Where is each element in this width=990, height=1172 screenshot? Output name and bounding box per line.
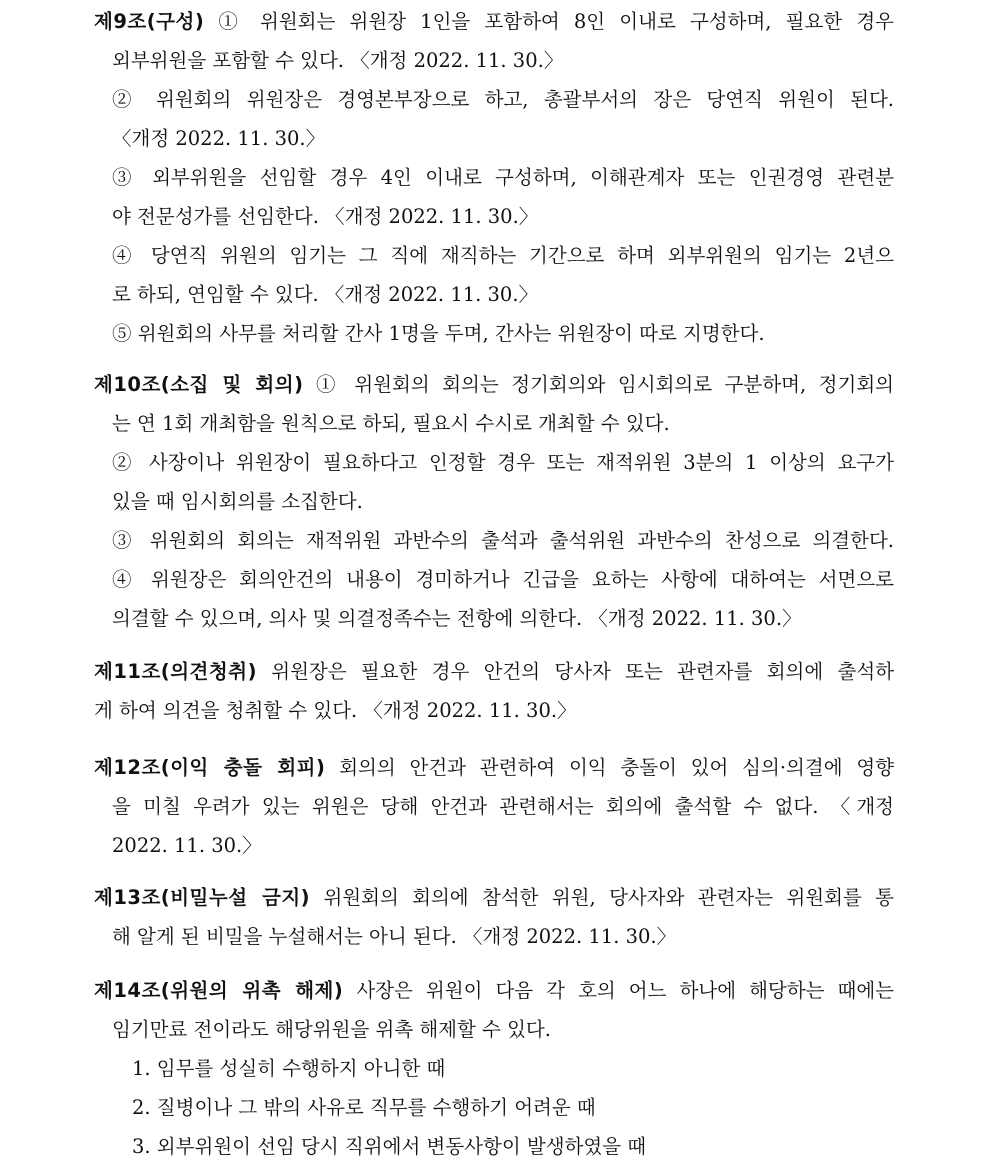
article-line: 는 연 1회 개최함을 원칙으로 하되, 필요시 수시로 개최할 수 있다.: [112, 412, 670, 435]
article-9: [94, 2, 894, 353]
article-text: 사장은 위원이 다음 각 호의 어느 하나에 해당하는 때에는: [343, 979, 894, 1002]
article-line: ② 사장이나 위원장이 필요하다고 인정할 경우 또는 재적위원 3분의 1 이상의 요구가: [112, 451, 894, 474]
article-line: ② 위원회의 위원장은 경영본부장으로 하고, 총괄부서의 장은 당연직 위원이 된다.: [112, 88, 894, 111]
article-line: 해 알게 된 비밀을 누설해서는 아니 된다. 〈개정 2022. 11. 30.〉: [112, 925, 677, 948]
article-line: 외부위원을 포함할 수 있다. 〈개정 2022. 11. 30.〉: [112, 49, 564, 72]
article-heading: 제12조(이익 충돌 회피): [94, 756, 326, 779]
article-line: [94, 365, 894, 404]
article-line: ⑤ 위원회의 사무를 처리할 간사 1명을 두며, 간사는 위원장이 따로 지명한다.: [112, 322, 765, 345]
article-line: [94, 878, 894, 917]
article-text: 위원회의 회의에 참석한 위원, 당사자와 관련자는 위원회를 통: [310, 886, 894, 909]
article-text: ① 위원회는 위원장 1인을 포함하여 8인 이내로 구성하며, 필요한 경우: [204, 10, 894, 33]
article-line: ③ 위원회의 회의는 재적위원 과반수의 출석과 출석위원 과반수의 찬성으로 의결한다.: [112, 529, 894, 552]
article-line: ④ 당연직 위원의 임기는 그 직에 재직하는 기간으로 하며 외부위원의 임기는 2년으: [112, 244, 894, 267]
article-text: 회의의 안건과 관련하여 이익 충돌이 있어 심의·의결에 영향: [325, 756, 894, 779]
article-line: 야 전문성가를 선임한다. 〈개정 2022. 11. 30.〉: [112, 205, 539, 228]
article-line: 게 하여 의견을 청취할 수 있다. 〈개정 2022. 11. 30.〉: [94, 699, 577, 722]
article-10: [94, 365, 894, 638]
article-line: 〈개정 2022. 11. 30.〉: [112, 127, 326, 150]
article-13: [94, 878, 894, 956]
article-heading: 제13조(비밀누설 금지): [94, 886, 311, 909]
article-line: ④ 위원장은 회의안건의 내용이 경미하거나 긴급을 요하는 사항에 대하여는 서면으로: [112, 568, 894, 591]
article-12: [94, 748, 894, 865]
list-item: 2. 질병이나 그 밖의 사유로 직무를 수행하기 어려운 때: [132, 1096, 596, 1119]
article-line: 을 미칠 우려가 있는 위원은 당해 안건과 관련해서는 회의에 출석할 수 없다. 〈개정: [112, 795, 894, 818]
article-text: 위원장은 필요한 경우 안건의 당사자 또는 관련자를 회의에 출석하: [256, 660, 894, 683]
article-11: [94, 652, 894, 730]
list-item: 3. 외부위원이 선임 당시 직위에서 변동사항이 발생하였을 때: [132, 1135, 647, 1158]
article-line: [94, 748, 894, 787]
article-heading: 제11조(의견청취): [94, 660, 257, 683]
list-item: 1. 임무를 성실히 수행하지 아니한 때: [132, 1057, 446, 1080]
article-line: 로 하되, 연임할 수 있다. 〈개정 2022. 11. 30.〉: [112, 283, 539, 306]
article-14: [94, 971, 894, 1166]
article-line: 의결할 수 있으며, 의사 및 의결정족수는 전항에 의한다. 〈개정 2022. 11. 30.〉: [112, 607, 802, 630]
article-line: 있을 때 임시회의를 소집한다.: [112, 490, 363, 513]
article-line: [94, 971, 894, 1010]
article-heading: 제10조(소집 및 회의): [94, 373, 304, 396]
article-text: ① 위원회의 회의는 정기회의와 임시회의로 구분하며, 정기회의: [303, 373, 894, 396]
article-heading: 제9조(구성): [94, 10, 205, 33]
article-line: ③ 외부위원을 선임할 경우 4인 이내로 구성하며, 이해관계자 또는 인권경영 관련분: [112, 166, 894, 189]
article-line: 임기만료 전이라도 해당위원을 위촉 해제할 수 있다.: [112, 1018, 551, 1041]
article-line: 2022. 11. 30.〉: [112, 834, 262, 857]
article-line: [94, 652, 894, 691]
article-heading: 제14조(위원의 위촉 해제): [94, 979, 344, 1002]
article-line: [94, 2, 894, 41]
